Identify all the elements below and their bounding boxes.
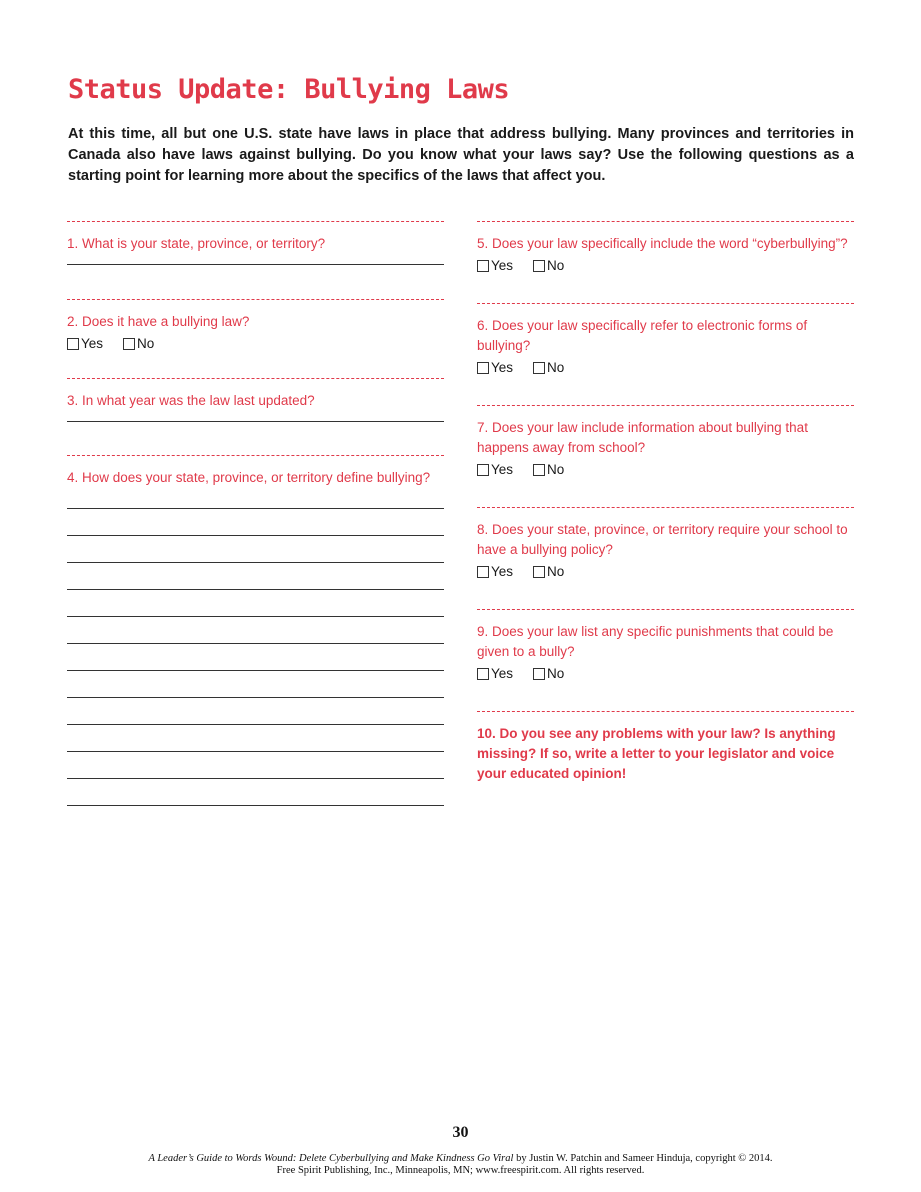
- yes-label: Yes: [491, 462, 514, 477]
- question-2: 2. Does it have a bullying law?: [67, 314, 250, 329]
- yes-label: Yes: [81, 336, 104, 351]
- dashed-divider: [67, 221, 444, 222]
- question-8: 8. Does your state, province, or territory require your school to have a bullying policy?: [477, 522, 848, 557]
- answer-line[interactable]: [67, 643, 444, 644]
- no-label: No: [547, 462, 565, 477]
- footer-book-title: A Leader’s Guide to Words Wound: Delete Cyberbullying and Make Kindness Go Viral: [148, 1153, 514, 1164]
- answer-line[interactable]: [67, 508, 444, 509]
- no-checkbox[interactable]: [533, 362, 545, 374]
- page-title: Status Update: Bullying Laws: [68, 74, 510, 105]
- question-3: 3. In what year was the law last updated?: [67, 393, 315, 408]
- no-checkbox[interactable]: [123, 338, 135, 350]
- footer-copyright: [0, 1153, 921, 1177]
- yes-checkbox[interactable]: [67, 338, 79, 350]
- page-number: 30: [452, 1124, 469, 1141]
- no-option[interactable]: [533, 258, 564, 273]
- question-10: 10. Do you see any problems with your law? Is anything missing? If so, write a letter to your legislator and voice your educated opinion!: [477, 726, 836, 781]
- answer-line[interactable]: [67, 421, 444, 422]
- answer-line[interactable]: [67, 264, 444, 265]
- question-6: 6. Does your law specifically refer to electronic forms of bullying?: [477, 318, 808, 353]
- yes-option[interactable]: [477, 564, 513, 579]
- yes-checkbox[interactable]: [477, 668, 489, 680]
- no-label: No: [547, 564, 565, 579]
- dashed-divider: [67, 455, 444, 456]
- yes-no-options: [477, 666, 854, 681]
- answer-line[interactable]: [67, 751, 444, 752]
- yes-option[interactable]: [477, 462, 513, 477]
- no-label: No: [547, 666, 565, 681]
- question-7: 7. Does your law include information about bullying that happens away from school?: [477, 420, 808, 455]
- right-column: [477, 221, 854, 784]
- no-option[interactable]: [533, 462, 564, 477]
- answer-line[interactable]: [67, 670, 444, 671]
- yes-checkbox[interactable]: [477, 362, 489, 374]
- dashed-divider: [477, 405, 854, 406]
- no-checkbox[interactable]: [533, 260, 545, 272]
- no-label: No: [547, 258, 565, 273]
- yes-option[interactable]: [477, 360, 513, 375]
- answer-line[interactable]: [67, 805, 444, 806]
- yes-no-options: [67, 336, 444, 351]
- dashed-divider: [477, 221, 854, 222]
- no-option[interactable]: [533, 666, 564, 681]
- footer-credit: by Justin W. Patchin and Sameer Hinduja, copyright © 2014.: [513, 1153, 773, 1164]
- question-9: 9. Does your law list any specific punishments that could be given to a bully?: [477, 624, 834, 659]
- intro-paragraph: At this time, all but one U.S. state have laws in place that address bullying. Many provinces and territories in Canada also have laws against bullying. Do you know what your laws say? Use the following questions as a starting point for learning more about the specifics of the laws that affect you.: [68, 126, 854, 184]
- yes-checkbox[interactable]: [477, 464, 489, 476]
- yes-checkbox[interactable]: [477, 260, 489, 272]
- yes-option[interactable]: [477, 666, 513, 681]
- yes-label: Yes: [491, 564, 514, 579]
- yes-checkbox[interactable]: [477, 566, 489, 578]
- no-checkbox[interactable]: [533, 464, 545, 476]
- question-4: 4. How does your state, province, or territory define bullying?: [67, 470, 431, 485]
- answer-line[interactable]: [67, 535, 444, 536]
- answer-line[interactable]: [67, 697, 444, 698]
- yes-no-options: [477, 564, 854, 579]
- yes-option[interactable]: [67, 336, 103, 351]
- yes-option[interactable]: [477, 258, 513, 273]
- no-option[interactable]: [533, 564, 564, 579]
- no-checkbox[interactable]: [533, 668, 545, 680]
- answer-line[interactable]: [67, 562, 444, 563]
- left-column: [67, 221, 444, 806]
- no-option[interactable]: [123, 336, 154, 351]
- no-label: No: [547, 360, 565, 375]
- dashed-divider: [477, 303, 854, 304]
- dashed-divider: [477, 507, 854, 508]
- no-option[interactable]: [533, 360, 564, 375]
- dashed-divider: [477, 609, 854, 610]
- answer-line[interactable]: [67, 589, 444, 590]
- no-checkbox[interactable]: [533, 566, 545, 578]
- answer-line[interactable]: [67, 724, 444, 725]
- yes-no-options: [477, 360, 854, 375]
- question-1: 1. What is your state, province, or territory?: [67, 236, 326, 251]
- yes-label: Yes: [491, 360, 514, 375]
- question-5: 5. Does your law specifically include the word “cyberbullying”?: [477, 236, 848, 251]
- dashed-divider: [477, 711, 854, 712]
- no-label: No: [137, 336, 155, 351]
- dashed-divider: [67, 299, 444, 300]
- answer-line[interactable]: [67, 778, 444, 779]
- answer-line[interactable]: [67, 616, 444, 617]
- yes-no-options: [477, 258, 854, 273]
- yes-no-options: [477, 462, 854, 477]
- yes-label: Yes: [491, 258, 514, 273]
- dashed-divider: [67, 378, 444, 379]
- footer-publisher: Free Spirit Publishing, Inc., Minneapolis, MN; www.freespirit.com. All rights reserved.: [276, 1165, 645, 1176]
- yes-label: Yes: [491, 666, 514, 681]
